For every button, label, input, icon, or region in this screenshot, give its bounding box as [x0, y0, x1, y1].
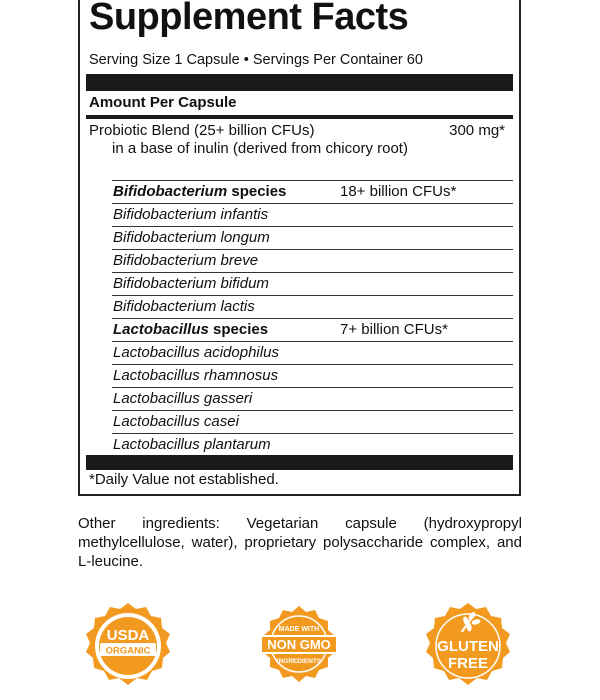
amount-header: Amount Per Capsule — [89, 94, 237, 111]
genus-name: Bifidobacterium — [113, 183, 228, 200]
strain-row — [112, 226, 513, 249]
group-label — [113, 181, 286, 203]
strain-name: Lactobacillus rhamnosus — [113, 367, 279, 384]
strain-row — [112, 272, 513, 295]
strain-row — [112, 433, 513, 456]
gluten-line1: GLUTEN — [437, 638, 499, 655]
gluten-line2: FREE — [447, 655, 489, 672]
serving-info: Serving Size 1 Capsule • Servings Per Container 60 — [89, 52, 423, 68]
other-ingredients: Other ingredients: Vegetarian capsule (hydroxypropyl methylcellulose, water), proprietary polysaccharide complex, and L-leucine. — [78, 515, 522, 570]
genus-name: Lactobacillus — [113, 321, 209, 338]
group-quantity: 7+ billion CFUs* — [340, 321, 448, 338]
blend-description: in a base of inulin (derived from chicory root) — [112, 140, 408, 157]
gluten-free-seal-icon — [420, 596, 516, 692]
panel-title: Supplement Facts — [89, 0, 409, 38]
species-suffix: species — [208, 321, 269, 338]
group-label — [113, 319, 268, 341]
strain-row — [112, 295, 513, 318]
strain-row — [112, 364, 513, 387]
strain-name: Bifidobacterium breve — [113, 252, 259, 269]
group-row-bifidobacterium — [112, 180, 513, 203]
non-gmo-seal-icon — [251, 596, 347, 692]
strain-name: Bifidobacterium lactis — [113, 298, 255, 315]
group-quantity: 18+ billion CFUs* — [340, 183, 457, 200]
blend-name: Probiotic Blend (25+ billion CFUs) — [89, 122, 315, 139]
blend-amount: 300 mg* — [449, 122, 505, 139]
bottom-divider-bar — [86, 455, 513, 470]
non-gmo-badge — [251, 596, 347, 692]
gluten-free-badge — [420, 596, 516, 692]
supplement-facts-panel — [78, 0, 521, 496]
strain-name: Lactobacillus gasseri — [113, 390, 253, 407]
strain-list — [112, 180, 513, 456]
strain-row — [112, 387, 513, 410]
strain-name: Lactobacillus casei — [113, 413, 239, 430]
strain-row — [112, 341, 513, 364]
amount-rule — [86, 115, 513, 119]
nongmo-main: NON GMO — [267, 637, 331, 652]
group-row-lactobacillus — [112, 318, 513, 341]
usda-line1: USDA — [106, 627, 150, 644]
usda-organic-badge — [80, 596, 176, 692]
usda-line2: ORGANIC — [105, 645, 151, 657]
strain-name: Bifidobacterium longum — [113, 229, 270, 246]
strain-row — [112, 203, 513, 226]
strain-name: Lactobacillus acidophilus — [113, 344, 279, 361]
nongmo-bottom: INGREDIENTS — [276, 658, 322, 665]
strain-name: Lactobacillus plantarum — [113, 436, 271, 453]
usda-seal-icon — [80, 596, 176, 692]
strain-row — [112, 410, 513, 433]
footnote: *Daily Value not established. — [89, 471, 279, 488]
strain-name: Bifidobacterium bifidum — [113, 275, 269, 292]
species-suffix: species — [227, 183, 287, 200]
nongmo-top: MADE WITH — [278, 626, 320, 633]
top-divider-bar — [86, 74, 513, 91]
strain-name: Bifidobacterium infantis — [113, 206, 269, 223]
strain-row — [112, 249, 513, 272]
